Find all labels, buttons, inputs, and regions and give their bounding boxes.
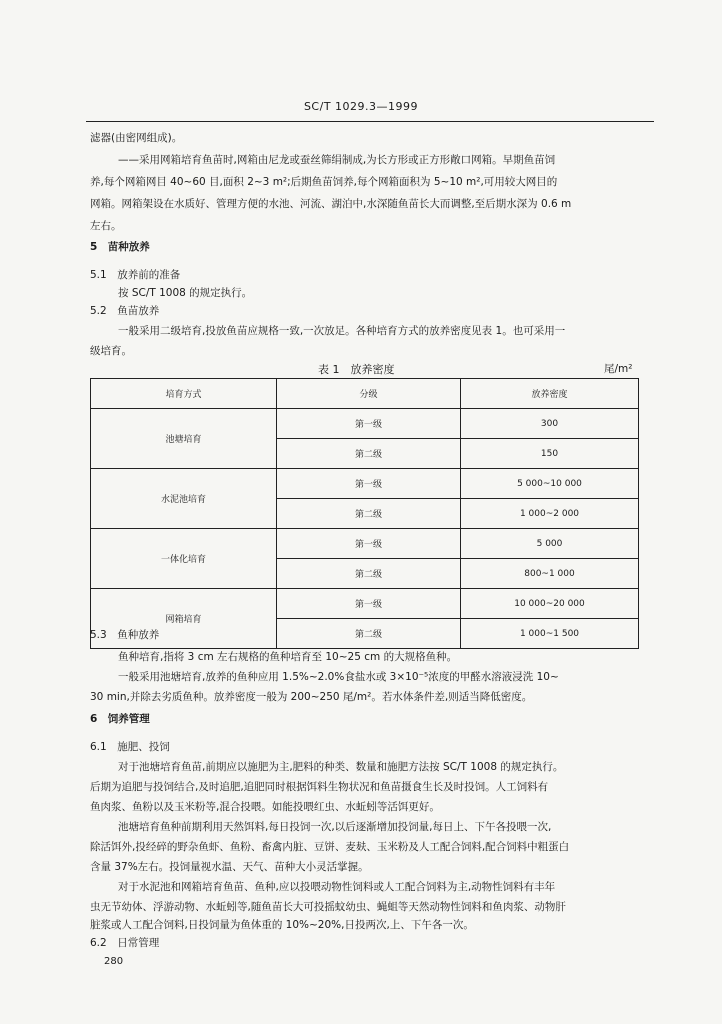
paragraph-line: 左右。 [90, 220, 122, 232]
section-5-2-text: 一般采用二级培育,投放鱼苗应规格一致,一次放足。各种培育方式的放养密度见表 1。也可采用一 [118, 325, 566, 337]
section-6-1-text: 对于水泥池和网箱培育鱼苗、鱼种,应以投喂动物性饲料或人工配合饲料为主,动物性饲料有丰年 [118, 881, 556, 893]
header-method: 培育方式 [91, 379, 277, 409]
method-cell: 网箱培育 [91, 589, 277, 649]
table-row [91, 469, 639, 499]
grade-cell: 第二级 [277, 499, 461, 529]
paragraph-line: 网箱。网箱架设在水质好、管理方便的水池、河流、湖泊中,水深随鱼苗长大而调整,至后期水深为 0.6 m [90, 198, 572, 210]
density-cell: 5 000~10 000 [461, 469, 639, 499]
section-5-1-text: 按 SC/T 1008 的规定执行。 [118, 287, 253, 299]
section-5-2-text: 级培育。 [90, 345, 132, 357]
density-cell: 5 000 [461, 529, 639, 559]
section-5-3-text: 鱼种培育,指将 3 cm 左右规格的鱼种培育至 10~25 cm 的大规格鱼种。 [118, 651, 458, 663]
section-5-3-text: 一般采用池塘培育,放养的鱼种应用 1.5%~2.0%食盐水或 3×10⁻⁵浓度的甲醛水溶液浸洗 10~ [118, 671, 559, 683]
paragraph-line: 养,每个网箱网目 40~60 目,面积 2~3 m²;后期鱼苗饲养,每个网箱面积为 5~10 m²,可用较大网目的 [90, 176, 558, 188]
section-6-heading: 6 饲养管理 [90, 713, 150, 725]
table-row [91, 589, 639, 619]
density-cell: 300 [461, 409, 639, 439]
section-6-1-text: 除活饵外,投经碎的野杂鱼虾、鱼粉、畜禽内脏、豆饼、麦麸、玉米粉及人工配合饲料,配合饲料中粗蛋白 [90, 841, 570, 853]
section-5-3-heading: 5.3 鱼种放养 [90, 629, 160, 641]
page-number: 280 [104, 956, 124, 967]
density-cell: 800~1 000 [461, 559, 639, 589]
paragraph-line: 滤器(由密网组成)。 [90, 132, 183, 144]
section-5-1-heading: 5.1 放养前的准备 [90, 269, 181, 281]
grade-cell: 第一级 [277, 529, 461, 559]
section-6-1-text: 后期为追肥与投饲结合,及时追肥,追肥同时根据饵料生物状况和鱼苗摄食生长及时投饲。人工饲料有 [90, 781, 549, 793]
section-6-1-text: 虫无节幼体、浮游动物、水蚯蚓等,随鱼苗长大可投摇蚊幼虫、蝇蛆等天然动物性饲料和鱼肉浆、动物肝 [90, 901, 566, 913]
density-cell: 150 [461, 439, 639, 469]
section-5-2-heading: 5.2 鱼苗放养 [90, 305, 160, 317]
density-cell: 1 000~1 500 [461, 619, 639, 649]
section-6-1-text: 脏浆或人工配合饲料,日投饲量为鱼体重的 10%~20%,日投两次,上、下午各一次。 [90, 919, 474, 931]
section-5-3-text: 30 min,并除去劣质鱼种。放养密度一般为 200~250 尾/m²。若水体条件差,则适当降低密度。 [90, 691, 533, 703]
paragraph-line: ——采用网箱培育鱼苗时,网箱由尼龙或蚕丝筛绢制成,为长方形或正方形敞口网箱。早期鱼苗饲 [118, 154, 556, 166]
grade-cell: 第二级 [277, 619, 461, 649]
grade-cell: 第二级 [277, 439, 461, 469]
density-cell: 10 000~20 000 [461, 589, 639, 619]
header-density: 放养密度 [461, 379, 639, 409]
grade-cell: 第二级 [277, 559, 461, 589]
section-6-1-text: 对于池塘培育鱼苗,前期应以施肥为主,肥料的种类、数量和施肥方法按 SC/T 1008 的规定执行。 [118, 761, 564, 773]
density-cell: 1 000~2 000 [461, 499, 639, 529]
method-cell: 水泥池培育 [91, 469, 277, 529]
section-6-1-text: 鱼肉浆、鱼粉以及玉米粉等,混合投喂。如能投喂红虫、水蚯蚓等活饵更好。 [90, 801, 440, 813]
table-caption: 表 1 放养密度 [318, 363, 395, 376]
table-row [91, 409, 639, 439]
standard-header: SC/T 1029.3—1999 [303, 100, 419, 113]
table-unit: 尾/m² [604, 363, 633, 375]
grade-cell: 第一级 [277, 469, 461, 499]
section-5-heading: 5 苗种放养 [90, 241, 150, 253]
header-rule [86, 121, 654, 122]
method-cell: 池塘培育 [91, 409, 277, 469]
table-row [91, 529, 639, 559]
method-cell: 一体化培育 [91, 529, 277, 589]
section-6-1-heading: 6.1 施肥、投饲 [90, 741, 170, 753]
section-6-2-heading: 6.2 日常管理 [90, 937, 160, 949]
header-grade: 分级 [277, 379, 461, 409]
section-6-1-text: 含量 37%左右。投饲量视水温、天气、苗种大小灵活掌握。 [90, 861, 369, 873]
grade-cell: 第一级 [277, 589, 461, 619]
grade-cell: 第一级 [277, 409, 461, 439]
table-header-row [91, 379, 639, 409]
stocking-density-table [90, 378, 639, 649]
section-6-1-text: 池塘培育鱼种前期利用天然饵料,每日投饲一次,以后逐渐增加投饲量,每日上、下午各投喂一次, [118, 821, 552, 833]
